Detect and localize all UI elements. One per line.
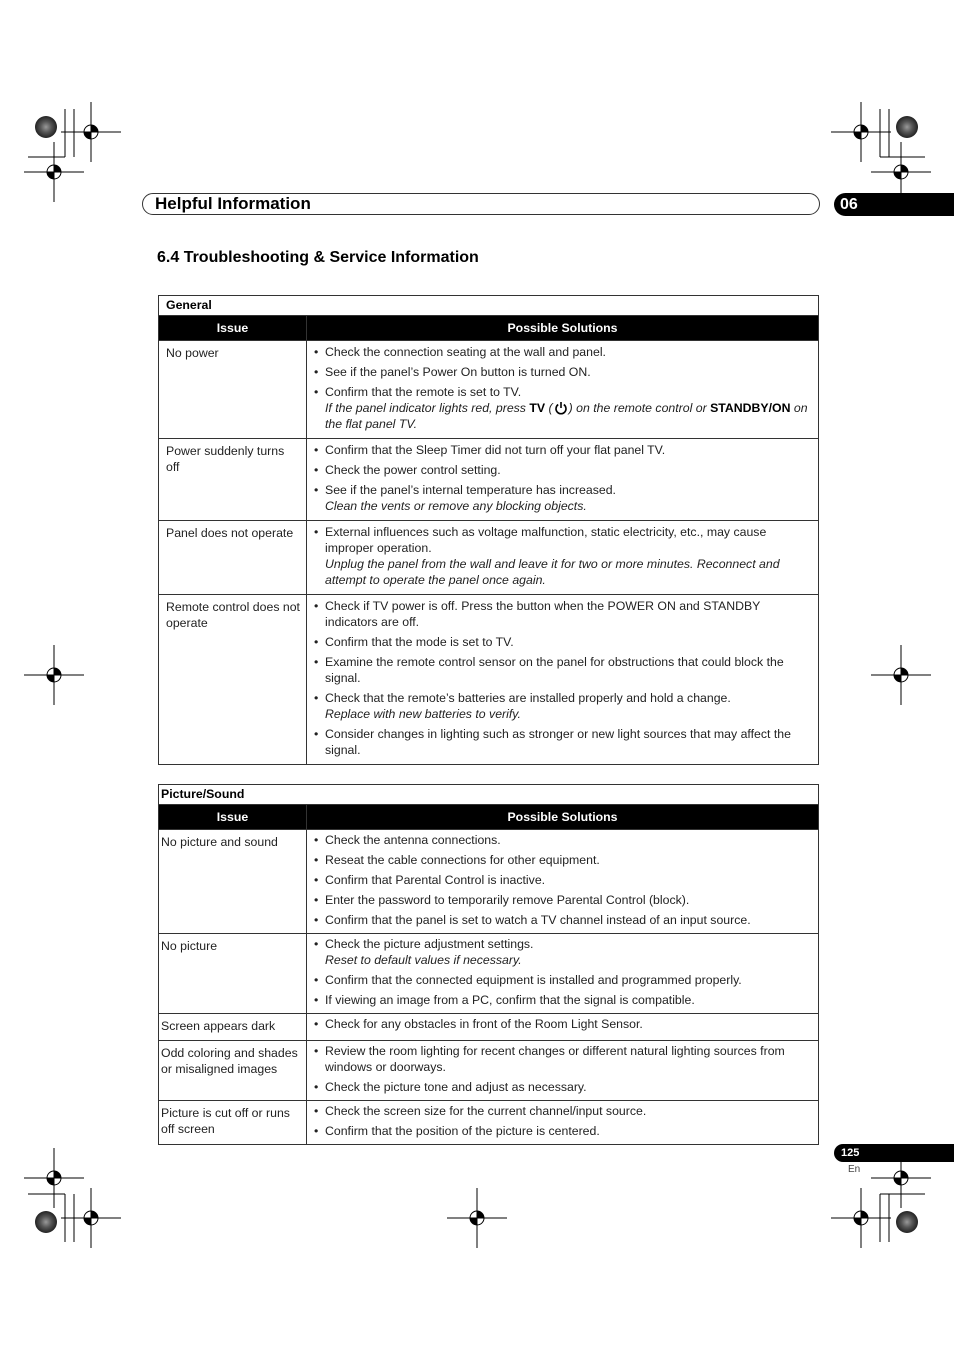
solution-item: • Check the antenna connections. (314, 833, 501, 847)
table-row (159, 521, 819, 595)
solutions-cell (307, 1101, 819, 1145)
bullet-icon: • (314, 1080, 319, 1094)
solution-item: • Confirm that the position of the picture is centered. (314, 1124, 600, 1138)
color-target-icon (896, 116, 918, 138)
issue-cell: Panel does not operate (159, 521, 307, 595)
bullet-icon: • (314, 893, 319, 907)
bullet-icon: • (314, 443, 319, 457)
table-row (159, 1041, 819, 1101)
bullet-icon: • (314, 1017, 319, 1031)
registration-mark-icon (24, 645, 84, 705)
column-header-issue: Issue (159, 805, 307, 830)
solution-item: • Confirm that the remote is set to TV. If the panel indicator lights red, press TV ( ) on the remote control or STANDBY/ON on the flat panel TV. (313, 384, 812, 432)
bullet-icon: • (314, 833, 319, 847)
power-icon (554, 401, 568, 415)
solution-item: • Check the screen size for the current channel/input source. (314, 1104, 647, 1118)
picture-sound-troubleshooting-table (158, 784, 819, 1145)
table-row (159, 1101, 819, 1145)
table-row (159, 341, 819, 439)
table-category: Picture/Sound (159, 785, 819, 805)
color-target-icon (35, 1211, 57, 1233)
solutions-cell (307, 934, 819, 1014)
table-row (159, 1014, 819, 1041)
section-title: 6.4 Troubleshooting & Service Information (157, 249, 479, 266)
bullet-icon: • (314, 993, 319, 1007)
bullet-icon: • (314, 727, 319, 741)
solution-item: • Check the picture tone and adjust as necessary. (314, 1080, 587, 1094)
solutions-cell (307, 439, 819, 521)
registration-mark-icon (24, 1148, 84, 1208)
issue-cell: No power (159, 341, 307, 439)
bullet-icon: • (314, 635, 319, 649)
registration-mark-icon (871, 645, 931, 705)
solution-item: • Check the picture adjustment settings. Reset to default values if necessary. (313, 936, 812, 968)
registration-mark-icon (61, 102, 121, 162)
color-target-icon (35, 116, 57, 138)
bullet-icon: • (314, 973, 319, 987)
registration-mark-icon (831, 1188, 891, 1248)
solutions-cell (307, 595, 819, 765)
solution-item: • Check the power control setting. (314, 463, 501, 477)
issue-cell: Picture is cut off or runs off screen (159, 1101, 307, 1145)
table-row (159, 830, 819, 934)
bullet-icon: • (314, 365, 319, 379)
chapter-number: 06 (834, 193, 954, 216)
solution-item: • See if the panel’s internal temperature has increased. Clean the vents or remove any blocking objects. (313, 482, 812, 514)
bullet-icon: • (314, 463, 319, 477)
registration-mark-icon (447, 1188, 507, 1248)
chapter-header (142, 193, 820, 215)
general-troubleshooting-table (158, 295, 819, 765)
chapter-title: Helpful Information (155, 194, 311, 213)
solution-item: • Consider changes in lighting such as stronger or new light sources that may affect the signal. (314, 727, 791, 757)
column-header-solutions: Possible Solutions (307, 316, 819, 341)
solution-item: • Check that the remote’s batteries are installed properly and hold a change. Replace with new batteries to verify. (313, 690, 812, 722)
page-number: 125 (834, 1144, 954, 1162)
solution-item: • Confirm that the Sleep Timer did not turn off your flat panel TV. (314, 443, 666, 457)
bullet-icon: • (314, 385, 319, 399)
registration-mark-icon (61, 1188, 121, 1248)
bullet-icon: • (314, 599, 319, 613)
bullet-icon: • (314, 1124, 319, 1138)
solution-item: • Examine the remote control sensor on the panel for obstructions that could block the signal. (314, 655, 784, 685)
bullet-icon: • (314, 691, 319, 705)
tv-key-label: TV (529, 401, 546, 415)
standby-key-label: STANDBY/ON (710, 401, 791, 415)
solutions-cell (307, 1014, 819, 1041)
solution-note: Clean the vents or remove any blocking objects. (325, 499, 587, 513)
solution-item: • External influences such as voltage malfunction, static electricity, etc., may cause improper operation. Unplug the panel from the wall and leave it for two or more minutes. Reconnect and attempt to operate the panel once again. (313, 524, 812, 588)
solutions-cell (307, 521, 819, 595)
solution-item: • Check for any obstacles in front of the Room Light Sensor. (314, 1017, 643, 1031)
issue-cell: Screen appears dark (159, 1014, 307, 1041)
bullet-icon: • (314, 655, 319, 669)
solution-item: • Confirm that the mode is set to TV. (314, 635, 514, 649)
solution-item: • Confirm that the connected equipment is installed and programmed properly. (314, 973, 742, 987)
solution-item: • Enter the password to temporarily remove Parental Control (block). (314, 893, 690, 907)
solution-note: Reset to default values if necessary. (325, 953, 522, 967)
column-header-solutions: Possible Solutions (307, 805, 819, 830)
bullet-icon: • (314, 1104, 319, 1118)
solution-item: • Check if TV power is off. Press the button when the POWER ON and STANDBY indicators are off. (314, 599, 761, 629)
issue-cell: No picture and sound (159, 830, 307, 934)
solution-item: • See if the panel’s Power On button is turned ON. (314, 365, 591, 379)
table-row (159, 439, 819, 521)
bullet-icon: • (314, 483, 319, 497)
registration-mark-icon (24, 142, 84, 202)
issue-cell: No picture (159, 934, 307, 1014)
solution-item: • Review the room lighting for recent changes or different natural lighting sources from windows or doorways. (314, 1044, 785, 1074)
bullet-icon: • (314, 913, 319, 927)
issue-cell: Odd coloring and shades or misaligned images (159, 1041, 307, 1101)
solution-item: • Confirm that the panel is set to watch a TV channel instead of an input source. (314, 913, 751, 927)
page-language: En (848, 1164, 861, 1175)
bullet-icon: • (314, 873, 319, 887)
solution-item: • Confirm that Parental Control is inactive. (314, 873, 546, 887)
color-target-icon (896, 1211, 918, 1233)
bullet-icon: • (314, 1044, 319, 1058)
bullet-icon: • (314, 525, 319, 539)
issue-cell: Remote control does not operate (159, 595, 307, 765)
solutions-cell (307, 1041, 819, 1101)
table-row (159, 595, 819, 765)
registration-mark-icon (831, 102, 891, 162)
solution-item: • Reseat the cable connections for other equipment. (314, 853, 600, 867)
bullet-icon: • (314, 853, 319, 867)
solutions-cell (307, 830, 819, 934)
solution-note: Replace with new batteries to verify. (325, 707, 521, 721)
column-header-issue: Issue (159, 316, 307, 341)
solution-item: • Check the connection seating at the wall and panel. (314, 345, 606, 359)
table-category: General (159, 296, 819, 316)
solutions-cell (307, 341, 819, 439)
table-row (159, 934, 819, 1014)
solution-note: If the panel indicator lights red, press TV ( ) on the remote control or STANDBY/ON on the flat panel TV. (325, 401, 808, 431)
solution-note: Unplug the panel from the wall and leave it for two or more minutes. Reconnect and attempt to operate the panel once again. (325, 557, 780, 587)
bullet-icon: • (314, 345, 319, 359)
bullet-icon: • (314, 937, 319, 951)
solution-item: • If viewing an image from a PC, confirm that the signal is compatible. (314, 993, 695, 1007)
issue-cell: Power suddenly turns off (159, 439, 307, 521)
